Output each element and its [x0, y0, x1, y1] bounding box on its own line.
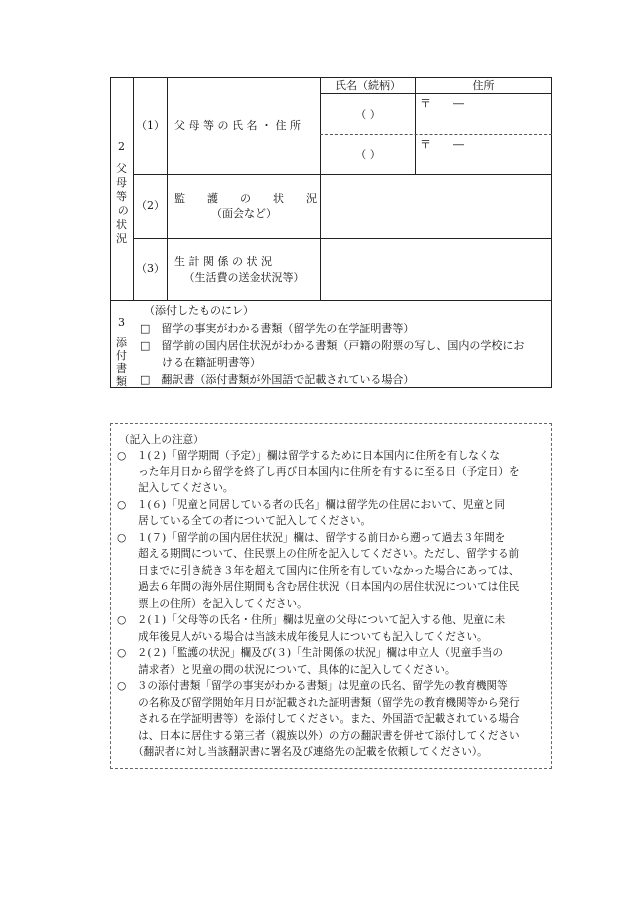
note-line: ○ ３の添付書類「留学の事実がわかる書類」は児童の氏名、留学先の教育機関等: [117, 680, 508, 692]
attachment-item-translation[interactable]: □ 翻訳書（添付書類が外国語で記載されている場合）: [140, 373, 415, 386]
attachment-item-enrollment[interactable]: □ 留学の事実がわかる書類（留学先の在学証明書等）: [140, 322, 415, 335]
note-line: の名称及び留学開始年月日が記載された証明書類（留学先の教育機関等から発行: [117, 697, 520, 709]
note-line: ○ ２(１)「父母等の氏名・住所」欄は児童の父母について記入する他、児童に未: [117, 614, 506, 626]
parent2-relation[interactable]: （ ）: [355, 148, 381, 161]
section2-number: 2: [118, 140, 125, 153]
note-line: 成年後見人がいる場合は当該未成年後見人についても記入してください。: [117, 631, 488, 643]
note-line: は、日本に居住する第三者（親族以外）の方の翻訳書を併せて添付してください: [117, 730, 520, 742]
note-line: される在学証明書等）を添付してください。また、外国語で記載されている場合: [117, 713, 520, 725]
parent1-relation[interactable]: （ ）: [355, 108, 381, 121]
note-line: 票上の住所）を記入してください。: [117, 598, 308, 610]
parent1-postal[interactable]: 〒 ―: [420, 97, 464, 110]
note-line: 請求者）と児童の間の状況について、具体的に記入してください。: [117, 664, 456, 676]
row3-subtitle: （生活費の送金状況等）: [183, 271, 305, 284]
attachment-intro: （添付したものにレ）: [144, 304, 254, 317]
note-line: ○ １(２)「留学期間（予定）」欄は留学するために日本国内に住所を有しなくな: [117, 450, 500, 462]
row2-subtitle: （面会など）: [211, 207, 277, 220]
section2-label: 父 母 等 の 状 況: [116, 162, 129, 245]
note-line: ○ ２(２)「監護の状況」欄及び(３)「生計関係の状況」欄は申立人（児童手当の: [117, 647, 503, 659]
parent2-postal[interactable]: 〒 ―: [420, 138, 464, 151]
address-header: 住所: [472, 79, 495, 92]
notes-box: [110, 423, 552, 769]
name-relation-header: 氏名（続柄）: [335, 79, 401, 92]
note-line: （翻訳者に対し当該翻訳書に署名及び連絡先の記載を依頼してください）。: [117, 746, 488, 758]
note-line: 日までに引き続き３年を超えて国内に住所を有していなかった場合にあっては、: [117, 565, 520, 577]
row3-number: （3）: [136, 262, 165, 275]
section3-label: 添 付 書 類: [116, 336, 127, 388]
note-line: 居している全ての者について記入してください。: [117, 515, 372, 527]
custody-status-field[interactable]: [321, 175, 551, 238]
notes-heading: （記入上の注意）: [119, 434, 204, 446]
note-line: ○ １(７)「留学前の国内居住状況」欄は、留学する前日から遡って過去３年間を: [117, 532, 506, 544]
attachment-item-domestic-residence-cont: ける在籍証明書等）: [140, 356, 261, 369]
row2-number: （2）: [136, 199, 165, 212]
attachment-item-domestic-residence[interactable]: □ 留学前の国内居住状況がわかる書類（戸籍の附票の写し、国内の学校にお: [140, 339, 525, 352]
note-line: 過去６年間の海外居住期間も含む居住状況（日本国内の居住状況については住民: [117, 581, 520, 593]
row1-title: 父 母 等 の 氏 名 ・ 住 所: [174, 119, 301, 132]
section3-number: 3: [118, 316, 125, 329]
note-line: 記入してください。: [117, 482, 234, 494]
note-line: 超える期間について、住民票上の住所を記入してください。ただし、留学する前: [117, 548, 520, 560]
note-line: った年月日から留学を終了し再び日本国内に住所を有するに至る日（予定日）を: [117, 466, 520, 478]
row1-number: （1）: [136, 119, 165, 132]
note-line: ○ １(６)「児童と同居している者の氏名」欄は留学先の住居において、児童と同: [117, 499, 506, 511]
livelihood-status-field[interactable]: [321, 239, 551, 300]
row3-title: 生 計 関 係 の 状 況: [174, 255, 272, 268]
row2-title: 監 護 の 状 況: [174, 192, 317, 205]
